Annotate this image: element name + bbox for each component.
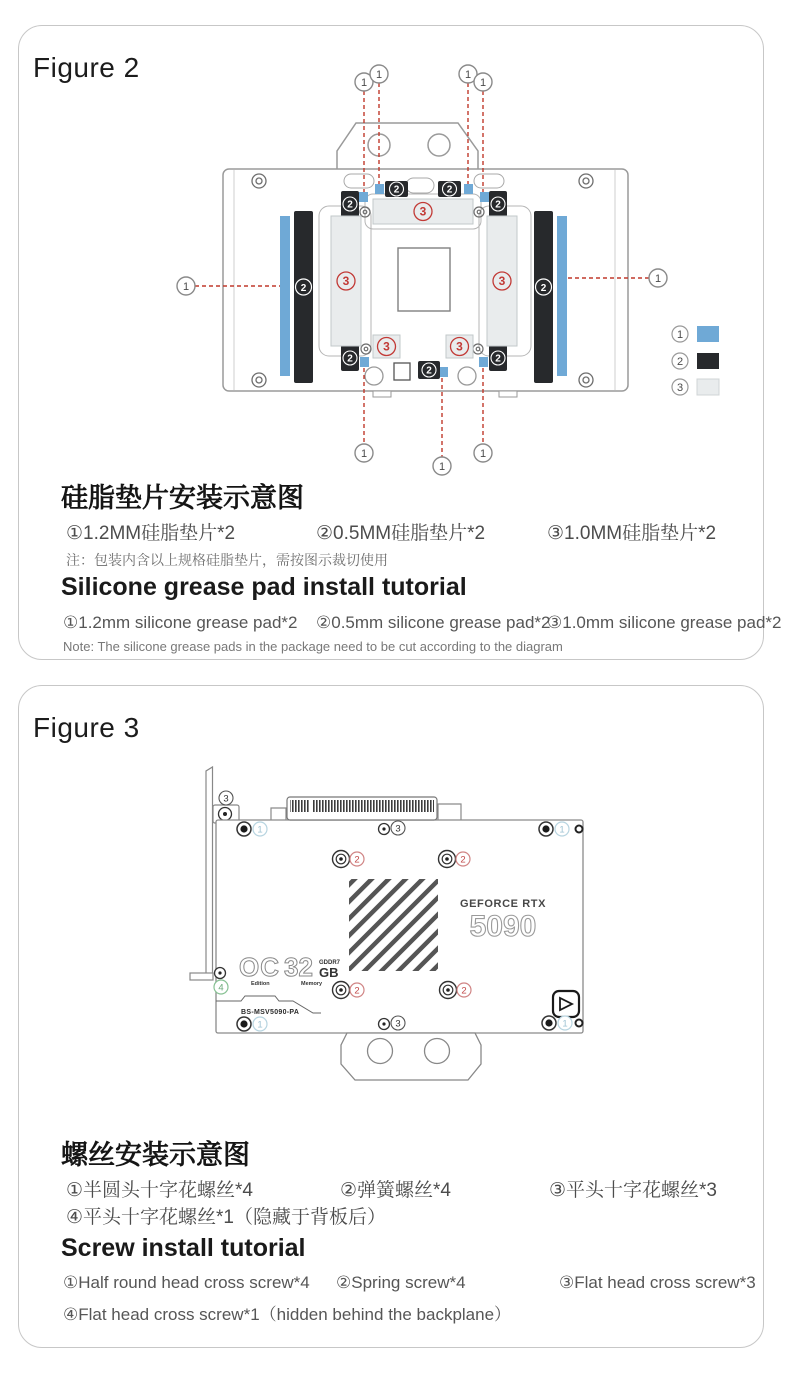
gold-fingers [313,800,434,812]
edge-hole [576,1020,583,1027]
svg-text:2: 2 [300,282,307,294]
svg-text:2: 2 [354,985,360,997]
svg-text:2: 2 [461,985,467,997]
svg-text:5090: 5090 [469,910,537,943]
screw-icon [379,1019,390,1030]
svg-text:2: 2 [426,365,432,377]
svg-text:2: 2 [446,184,453,196]
svg-text:1: 1 [360,77,368,89]
screw-icon [379,824,390,835]
pcie-connector [271,797,461,820]
screw-icon [333,982,350,999]
svg-text:1: 1 [559,824,565,836]
svg-text:2: 2 [495,199,501,211]
gpu-die [398,248,450,311]
svg-text:BS-MSV5090-PA: BS-MSV5090-PA [241,1009,300,1016]
figure2-cn-heading: 硅脂垫片安装示意图 [61,483,304,513]
figure2-en-heading: Silicone grease pad install tutorial [61,573,467,601]
svg-text:2: 2 [347,199,353,211]
cn-item-2: ②弹簧螺丝*4 [340,1180,451,1201]
figure2-en-items [19,613,782,639]
figure3-card [18,685,764,1348]
en-item-4: ④Flat head cross screw*1（hidden behind the backplane） [63,1305,512,1324]
terminal-ports [341,1033,481,1080]
legend-swatch-2 [697,353,719,369]
svg-text:GB: GB [319,965,339,980]
legend-swatch-1 [697,326,719,342]
pad-legend [672,326,719,395]
cn-item-2: ②0.5MM硅脂垫片*2 [316,523,486,544]
screw-icon [237,1017,251,1031]
screw-icon [439,851,456,868]
svg-text:2: 2 [393,184,400,196]
svg-text:3: 3 [395,1018,401,1030]
svg-text:3: 3 [383,339,390,354]
figure3-en-heading: Screw install tutorial [61,1234,306,1262]
svg-text:1: 1 [464,69,472,81]
svg-text:4: 4 [218,982,224,994]
figure2-en-note: Note: The silicone grease pads in the package need to be cut according to the diagram [63,639,563,654]
figure3-en-items [19,1273,763,1299]
svg-text:1: 1 [562,1018,568,1030]
svg-text:1: 1 [479,77,487,89]
legend-swatch-3 [697,379,719,395]
svg-text:1: 1 [182,281,190,293]
en-item-3: ③Flat head cross screw*3 [559,1273,756,1292]
cn-item-1: ①1.2MM硅脂垫片*2 [66,523,236,544]
figure2-cn-note: 注：包装内含以上规格硅脂垫片，需按图示裁切使用 [66,552,388,568]
figure2-card [18,25,782,660]
svg-text:3: 3 [223,793,229,805]
svg-text:2: 2 [540,282,547,294]
svg-text:3: 3 [456,339,463,354]
figure3-en-item4-row [19,1300,763,1326]
screw-icon [237,822,251,836]
figure3-cn-item4-row [19,1202,763,1228]
svg-text:2: 2 [676,356,684,368]
svg-text:GDDR7: GDDR7 [319,960,341,966]
svg-text:1: 1 [654,273,662,285]
figure3-title: Figure 3 [33,712,140,743]
en-item-1: ①Half round head cross screw*4 [63,1273,310,1292]
svg-text:32: 32 [284,952,313,982]
svg-text:1: 1 [479,448,487,460]
water-terminal [337,123,478,173]
cn-item-4: ④平头十字花螺丝*1（隐藏于背板后） [66,1207,386,1228]
en-item-2: ②0.5mm silicone grease pad*2 [316,613,551,632]
en-item-2: ②Spring screw*4 [336,1273,466,1292]
en-item-1: ①1.2mm silicone grease pad*2 [63,613,298,632]
figure2-cn-items [19,518,763,544]
screw-icon [215,968,226,979]
gold-fingers [290,800,310,812]
svg-text:2: 2 [347,353,353,365]
figure2-title: Figure 2 [33,52,140,83]
screw-icon [542,1016,556,1030]
svg-text:2: 2 [460,854,466,866]
screw-icon [333,851,350,868]
svg-text:OC: OC [239,952,280,982]
svg-text:GEFORCE RTX: GEFORCE RTX [459,898,547,910]
svg-text:2: 2 [354,854,360,866]
maker-logo-icon [553,991,579,1017]
svg-text:3: 3 [395,823,401,835]
svg-text:1: 1 [257,824,263,836]
svg-text:2: 2 [495,353,501,365]
cn-item-3: ③1.0MM硅脂垫片*2 [547,523,717,544]
svg-text:1: 1 [438,461,446,473]
svg-text:1: 1 [375,69,383,81]
screw-icon [219,808,232,821]
svg-text:Memory: Memory [301,981,323,987]
figure3-diagram [181,761,601,1101]
figure3-cn-items [19,1175,763,1201]
en-item-3: ③1.0mm silicone grease pad*2 [547,613,782,632]
figure3-cn-heading: 螺丝安装示意图 [61,1140,250,1170]
svg-text:3: 3 [419,204,427,219]
svg-text:3: 3 [498,274,506,289]
cn-item-3: ③平头十字花螺丝*3 [549,1180,717,1201]
figure2-diagram [21,61,781,481]
svg-text:Edition: Edition [251,981,270,987]
svg-text:3: 3 [676,382,684,394]
screw-icon [539,822,553,836]
vent-hatch [349,879,438,971]
svg-text:1: 1 [360,448,368,460]
edge-hole [576,826,583,833]
screw-icon [440,982,457,999]
svg-text:1: 1 [257,1019,263,1031]
svg-text:3: 3 [342,274,350,289]
cn-item-1: ①半圆头十字花螺丝*4 [66,1180,253,1201]
svg-text:1: 1 [676,329,684,341]
